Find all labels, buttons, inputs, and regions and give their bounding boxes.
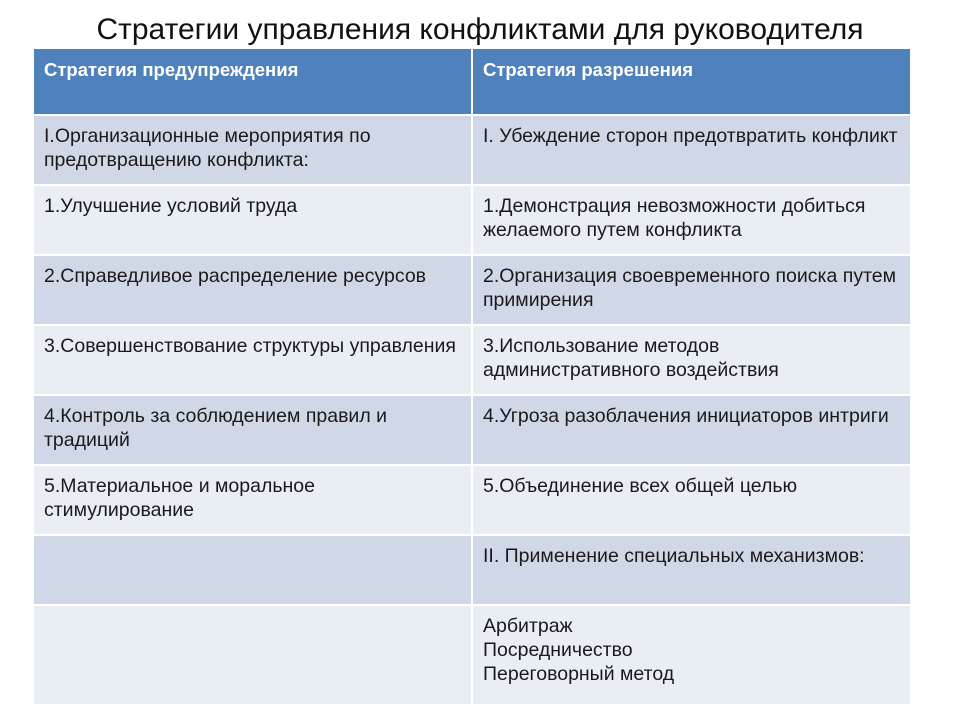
table-row bbox=[34, 325, 911, 395]
mechanism-item: Посредничество bbox=[483, 639, 633, 661]
resolution-cell: I. Убеждение сторон предотвратить конфликт bbox=[472, 115, 911, 185]
table-row bbox=[34, 115, 911, 185]
resolution-cell: 1.Демонстрация невозможности добиться желаемого путем конфликта bbox=[472, 185, 911, 255]
prevention-cell: 3.Совершенствование структуры управления bbox=[34, 325, 472, 395]
table-row bbox=[34, 535, 911, 605]
mechanism-item: Арбитраж bbox=[483, 615, 573, 637]
prevention-cell: 1.Улучшение условий труда bbox=[34, 185, 472, 255]
table-header-row bbox=[34, 49, 911, 115]
table-row bbox=[34, 255, 911, 325]
page-title: Стратегии управления конфликтами для руководителя bbox=[96, 13, 864, 46]
resolution-cell: II. Применение специальных механизмов: bbox=[472, 535, 911, 605]
resolution-cell: 2.Организация своевременного поиска путем примирения bbox=[472, 255, 911, 325]
table-row bbox=[34, 395, 911, 465]
mechanism-item: Переговорный метод bbox=[483, 663, 675, 685]
header-prevention: Стратегия предупреждения bbox=[34, 49, 472, 115]
strategy-table bbox=[34, 49, 912, 706]
prevention-cell: I.Организационные мероприятия по предотвращению конфликта: bbox=[34, 115, 472, 185]
prevention-cell-empty bbox=[34, 605, 472, 705]
resolution-cell: 4.Угроза разоблачения инициаторов интриги bbox=[472, 395, 911, 465]
header-resolution: Стратегия разрешения bbox=[472, 49, 911, 115]
prevention-cell-empty bbox=[34, 535, 472, 605]
prevention-cell: 5.Материальное и моральное стимулирование bbox=[34, 465, 472, 535]
table-row bbox=[34, 465, 911, 535]
prevention-cell: 4.Контроль за соблюдением правил и традиций bbox=[34, 395, 472, 465]
resolution-cell: 3.Использование методов административного воздействия bbox=[472, 325, 911, 395]
resolution-cell: 5.Объединение всех общей целью bbox=[472, 465, 911, 535]
prevention-cell: 2.Справедливое распределение ресурсов bbox=[34, 255, 472, 325]
resolution-mechanisms-list bbox=[472, 605, 911, 705]
table-row bbox=[34, 605, 911, 705]
table-row bbox=[34, 185, 911, 255]
